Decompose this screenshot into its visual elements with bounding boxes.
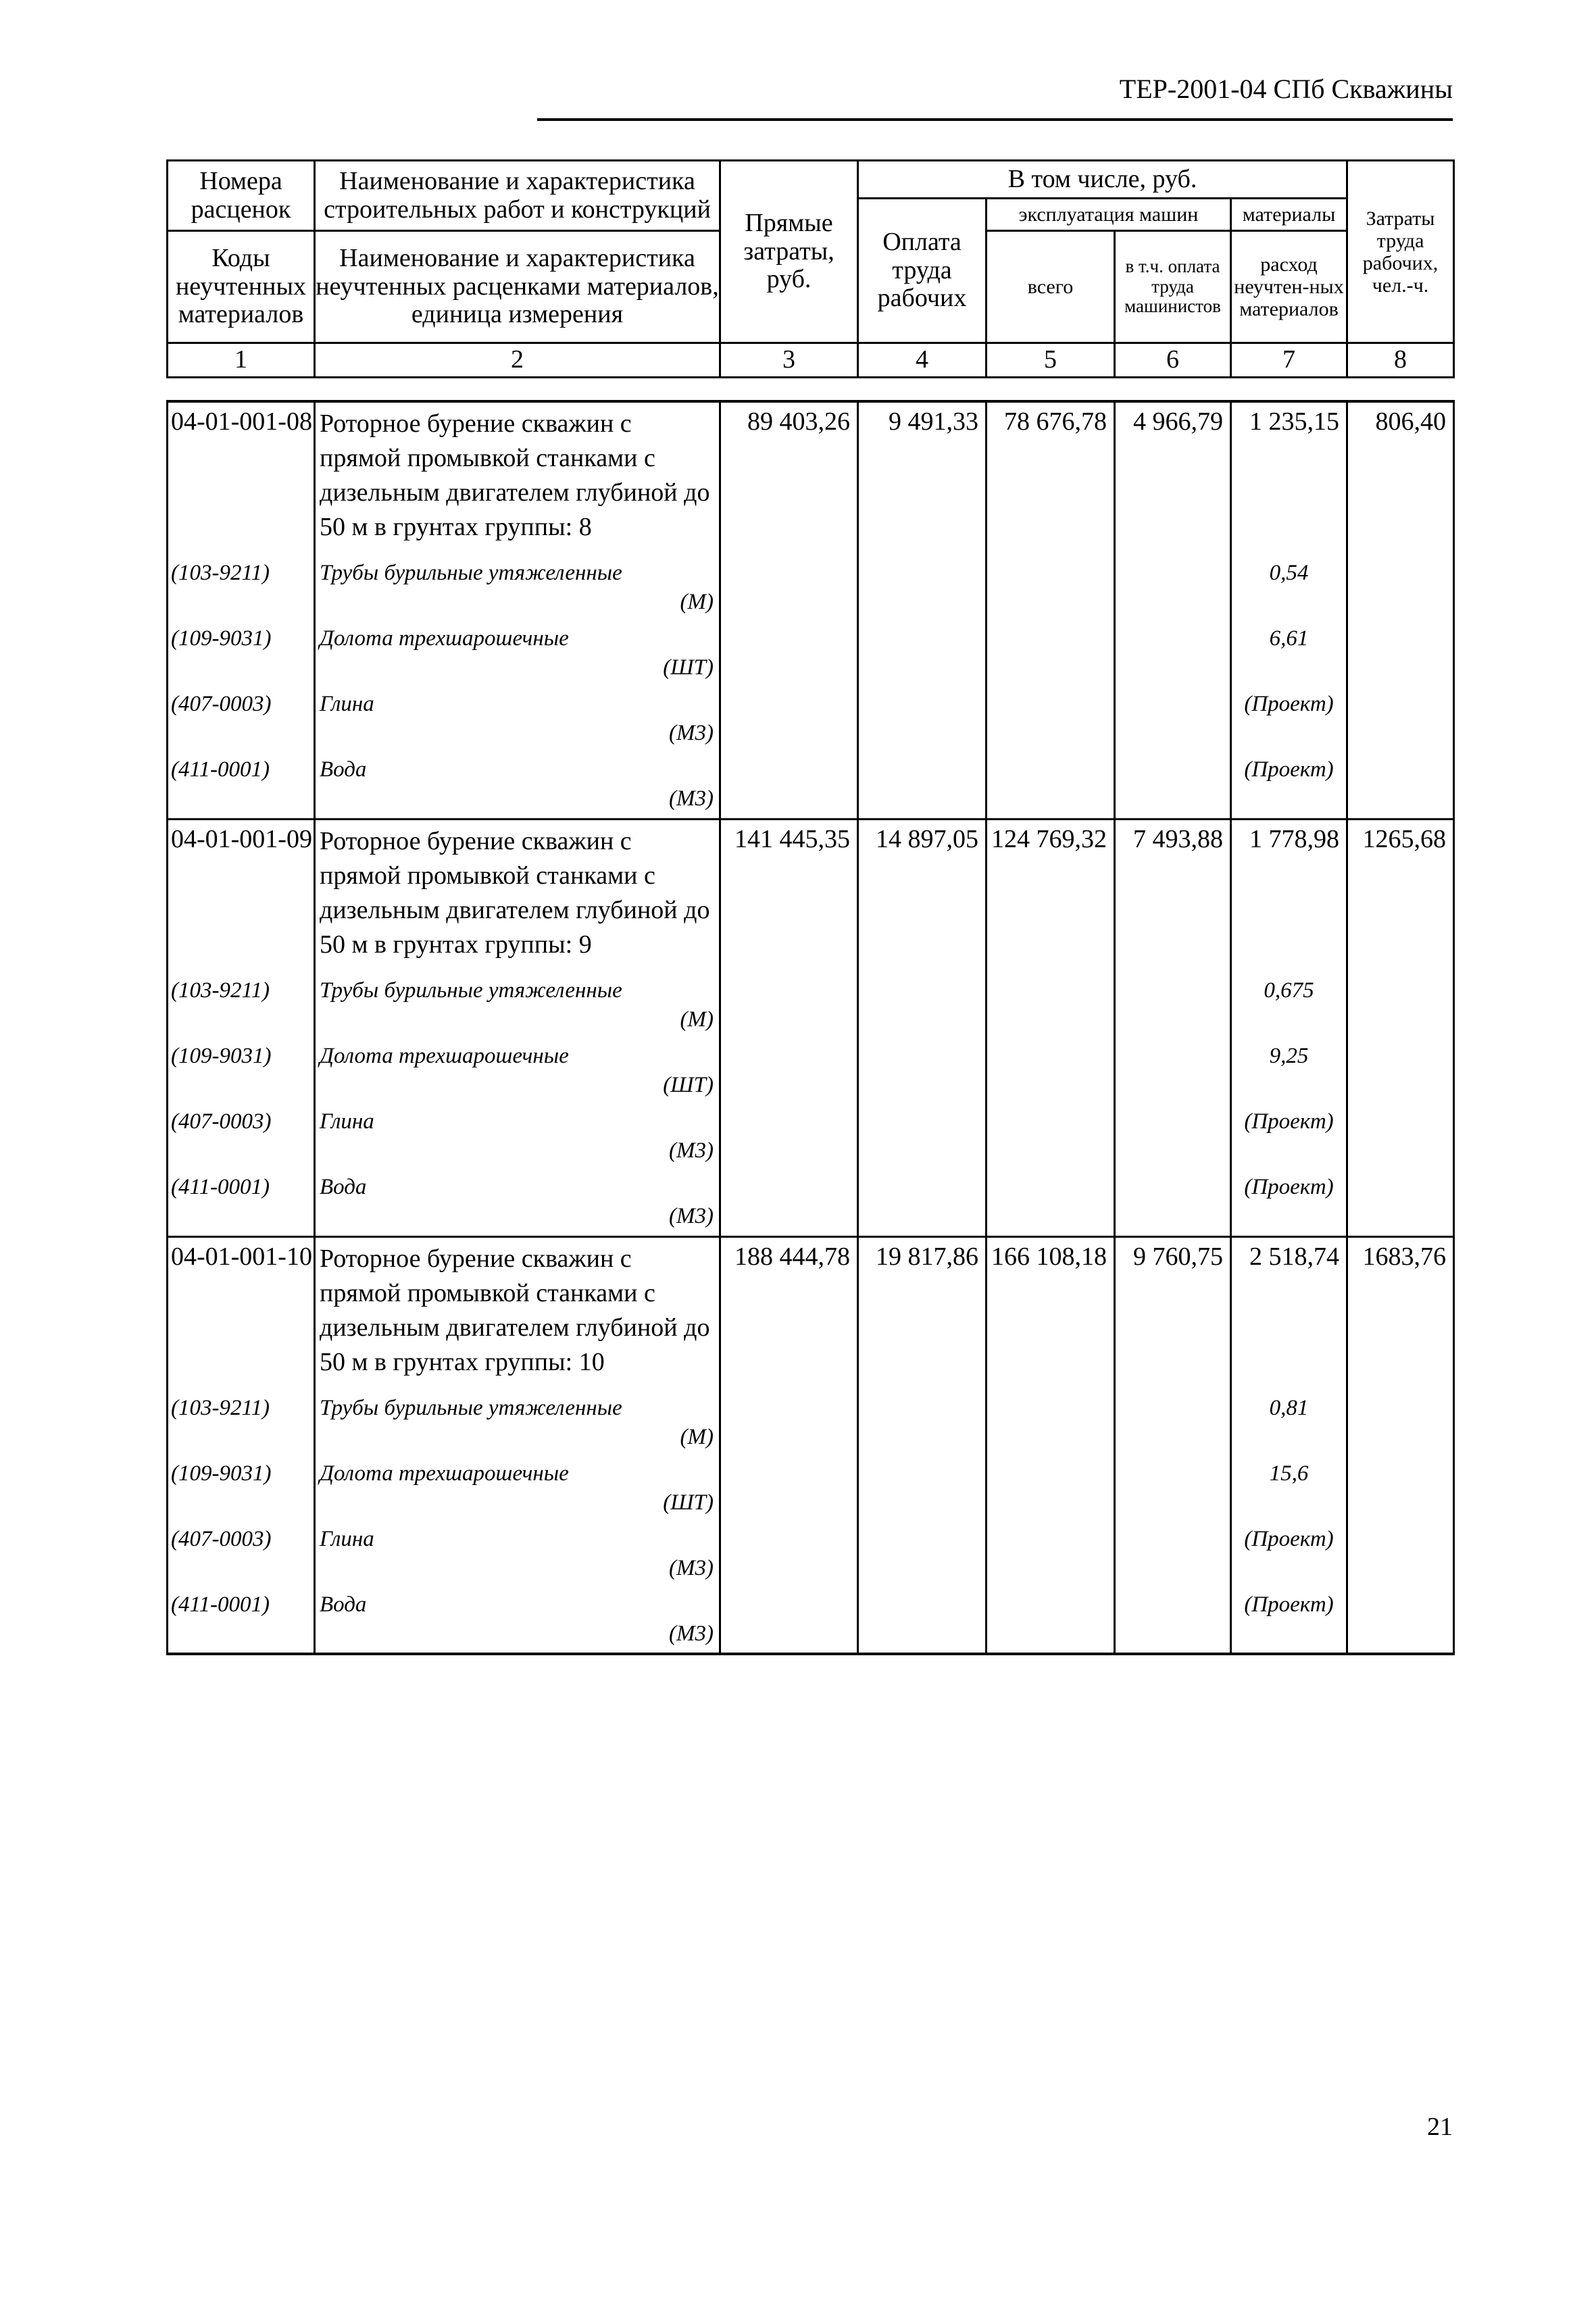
labor-hours: 1265,68 [1347, 819, 1454, 974]
material-unit: (М3) [669, 786, 714, 811]
empty-cell [1115, 688, 1231, 753]
empty-cell [720, 1457, 858, 1523]
empty-cell [1347, 622, 1454, 688]
material-name: Вода [320, 1592, 367, 1617]
material-consumption: 9,25 [1231, 1040, 1347, 1105]
material-row [168, 1588, 1454, 1654]
material-unit: (ШТ) [663, 655, 714, 680]
material-unit: (М3) [669, 1204, 714, 1228]
empty-cell [858, 1588, 987, 1654]
material-row [168, 688, 1454, 753]
empty-cell [858, 1040, 987, 1105]
header-group-label: В том числе, руб. [858, 161, 1347, 199]
empty-cell [987, 974, 1115, 1040]
column-number: 8 [1347, 343, 1454, 378]
header-materials-label: материалы [1231, 199, 1347, 231]
title-divider [537, 118, 1453, 121]
header-col7: расход неучтен-ных материалов [1231, 231, 1347, 343]
material-row [168, 1040, 1454, 1105]
empty-cell [1115, 1105, 1231, 1171]
table-row [168, 819, 1454, 974]
empty-cell [1115, 974, 1231, 1040]
rate-code: 04-01-001-09 [168, 819, 315, 974]
material-unit: (ШТ) [663, 1490, 714, 1515]
header-col1-top: Номера расценок [168, 161, 315, 231]
empty-cell [987, 688, 1115, 753]
material-consumption: (Проект) [1231, 753, 1347, 819]
empty-cell [1115, 1040, 1231, 1105]
empty-cell [987, 557, 1115, 622]
empty-cell [1347, 1523, 1454, 1588]
rate-code: 04-01-001-10 [168, 1236, 315, 1392]
material-consumption: (Проект) [1231, 1588, 1347, 1654]
empty-cell [858, 1105, 987, 1171]
header-col4: Оплата труда рабочих [858, 199, 987, 343]
empty-cell [987, 622, 1115, 688]
empty-cell [987, 1523, 1115, 1588]
header-col1-bottom: Коды неучтенных материалов [168, 231, 315, 343]
column-number: 1 [168, 343, 315, 378]
empty-cell [720, 1588, 858, 1654]
empty-cell [720, 557, 858, 622]
empty-cell [1347, 1457, 1454, 1523]
rate-name: Роторное бурение скважин с прямой промывкой станками с дизельным двигателем глубиной до 50 м в грунтах группы: 9 [315, 819, 720, 974]
material-code: (109-9031) [168, 1457, 315, 1523]
material-name-cell [315, 1105, 720, 1171]
material-name: Глина [320, 1527, 374, 1551]
table-header [166, 159, 1455, 378]
header-col6: в т.ч. оплата труда машинистов [1115, 231, 1231, 343]
empty-cell [987, 1457, 1115, 1523]
material-consumption: (Проект) [1231, 1171, 1347, 1236]
material-name: Долота трехшарошечные [320, 1461, 569, 1486]
empty-cell [1115, 753, 1231, 819]
empty-cell [720, 974, 858, 1040]
material-consumption: 15,6 [1231, 1457, 1347, 1523]
empty-cell [720, 1171, 858, 1236]
material-name-cell [315, 1040, 720, 1105]
material-row [168, 974, 1454, 1040]
material-code: (407-0003) [168, 688, 315, 753]
material-consumption: 6,61 [1231, 622, 1347, 688]
material-unit: (М3) [669, 721, 714, 745]
material-name-cell [315, 688, 720, 753]
rate-code: 04-01-001-08 [168, 401, 315, 557]
empty-cell [720, 688, 858, 753]
material-code: (103-9211) [168, 1392, 315, 1457]
material-name: Долота трехшарошечные [320, 626, 569, 651]
empty-cell [987, 753, 1115, 819]
material-row [168, 1171, 1454, 1236]
material-name-cell [315, 753, 720, 819]
document-title: ТЕР-2001-04 СПб Скважины [1119, 74, 1453, 104]
direct-cost: 141 445,35 [720, 819, 858, 974]
empty-cell [1347, 974, 1454, 1040]
material-unit: (ШТ) [663, 1073, 714, 1097]
page-number: 21 [1427, 2113, 1453, 2141]
header-col2-top: Наименование и характеристика строительных работ и конструкций [315, 161, 720, 231]
empty-cell [1347, 688, 1454, 753]
empty-cell [1115, 1523, 1231, 1588]
material-row [168, 753, 1454, 819]
material-consumption: 0,675 [1231, 974, 1347, 1040]
material-unit: (М3) [669, 1556, 714, 1580]
empty-cell [858, 753, 987, 819]
material-name-cell [315, 1523, 720, 1588]
column-number: 3 [720, 343, 858, 378]
material-code: (109-9031) [168, 622, 315, 688]
machines-total: 166 108,18 [987, 1236, 1115, 1392]
column-number: 7 [1231, 343, 1347, 378]
material-code: (109-9031) [168, 1040, 315, 1105]
material-code: (407-0003) [168, 1523, 315, 1588]
machinist-pay: 9 760,75 [1115, 1236, 1231, 1392]
empty-cell [1115, 622, 1231, 688]
material-code: (411-0001) [168, 1588, 315, 1654]
material-name: Трубы бурильные утяжеленные [320, 561, 622, 585]
material-code: (411-0001) [168, 753, 315, 819]
header-col2-bottom: Наименование и характеристика неучтенных расценками материалов, единица измерения [315, 231, 720, 343]
empty-cell [858, 688, 987, 753]
empty-cell [987, 1171, 1115, 1236]
rates-table-body [168, 401, 1454, 1654]
material-row [168, 1523, 1454, 1588]
rates-table [166, 400, 1455, 1655]
labor-pay: 19 817,86 [858, 1236, 987, 1392]
header-col8: Затраты труда рабочих, чел.-ч. [1347, 161, 1454, 343]
empty-cell [720, 1392, 858, 1457]
material-code: (411-0001) [168, 1171, 315, 1236]
machinist-pay: 4 966,79 [1115, 401, 1231, 557]
empty-cell [858, 974, 987, 1040]
empty-cell [720, 622, 858, 688]
empty-cell [720, 753, 858, 819]
material-name: Вода [320, 757, 367, 782]
empty-cell [1115, 1457, 1231, 1523]
column-number: 6 [1115, 343, 1231, 378]
direct-cost: 89 403,26 [720, 401, 858, 557]
material-name: Вода [320, 1175, 367, 1199]
material-name-cell [315, 557, 720, 622]
empty-cell [987, 1392, 1115, 1457]
empty-cell [858, 1171, 987, 1236]
material-name: Глина [320, 692, 374, 716]
labor-hours: 806,40 [1347, 401, 1454, 557]
material-name-cell [315, 622, 720, 688]
material-code: (103-9211) [168, 557, 315, 622]
column-number: 5 [987, 343, 1115, 378]
column-number: 2 [315, 343, 720, 378]
labor-pay: 9 491,33 [858, 401, 987, 557]
empty-cell [1115, 1392, 1231, 1457]
material-name: Трубы бурильные утяжеленные [320, 978, 622, 1003]
machines-total: 78 676,78 [987, 401, 1115, 557]
material-consumption: (Проект) [1231, 1105, 1347, 1171]
direct-cost: 188 444,78 [720, 1236, 858, 1392]
material-name: Долота трехшарошечные [320, 1044, 569, 1068]
rate-name: Роторное бурение скважин с прямой промывкой станками с дизельным двигателем глубиной до 50 м в грунтах группы: 8 [315, 401, 720, 557]
materials-cost: 1 235,15 [1231, 401, 1347, 557]
material-name-cell [315, 1392, 720, 1457]
empty-cell [720, 1523, 858, 1588]
material-unit: (М3) [669, 1621, 714, 1646]
empty-cell [858, 557, 987, 622]
table-row [168, 401, 1454, 557]
empty-cell [1347, 1392, 1454, 1457]
material-name: Глина [320, 1109, 374, 1134]
material-unit: (М3) [669, 1138, 714, 1163]
material-consumption: (Проект) [1231, 1523, 1347, 1588]
material-unit: (М) [680, 590, 714, 614]
empty-cell [720, 1040, 858, 1105]
material-consumption: 0,81 [1231, 1392, 1347, 1457]
material-consumption: 0,54 [1231, 557, 1347, 622]
material-name-cell [315, 974, 720, 1040]
material-name-cell [315, 1588, 720, 1654]
material-row [168, 557, 1454, 622]
machines-total: 124 769,32 [987, 819, 1115, 974]
empty-cell [1347, 557, 1454, 622]
labor-pay: 14 897,05 [858, 819, 987, 974]
empty-cell [720, 1105, 858, 1171]
material-row [168, 1392, 1454, 1457]
empty-cell [1347, 1171, 1454, 1236]
material-code: (407-0003) [168, 1105, 315, 1171]
table-row [168, 1236, 1454, 1392]
material-row [168, 1457, 1454, 1523]
column-number: 4 [858, 343, 987, 378]
empty-cell [987, 1588, 1115, 1654]
labor-hours: 1683,76 [1347, 1236, 1454, 1392]
material-unit: (М) [680, 1425, 714, 1449]
empty-cell [987, 1040, 1115, 1105]
empty-cell [987, 1105, 1115, 1171]
empty-cell [858, 622, 987, 688]
header-machines-label: эксплуатация машин [987, 199, 1231, 231]
material-code: (103-9211) [168, 974, 315, 1040]
empty-cell [1115, 1171, 1231, 1236]
empty-cell [1347, 1588, 1454, 1654]
material-unit: (М) [680, 1007, 714, 1032]
material-row [168, 622, 1454, 688]
empty-cell [858, 1457, 987, 1523]
header-col3: Прямые затраты, руб. [720, 161, 858, 343]
materials-cost: 2 518,74 [1231, 1236, 1347, 1392]
empty-cell [1347, 1040, 1454, 1105]
empty-cell [1115, 1588, 1231, 1654]
material-name-cell [315, 1457, 720, 1523]
material-consumption: (Проект) [1231, 688, 1347, 753]
material-name: Трубы бурильные утяжеленные [320, 1396, 622, 1420]
rate-name: Роторное бурение скважин с прямой промывкой станками с дизельным двигателем глубиной до 50 м в грунтах группы: 10 [315, 1236, 720, 1392]
materials-cost: 1 778,98 [1231, 819, 1347, 974]
empty-cell [1347, 753, 1454, 819]
empty-cell [1115, 557, 1231, 622]
machinist-pay: 7 493,88 [1115, 819, 1231, 974]
empty-cell [858, 1392, 987, 1457]
empty-cell [1347, 1105, 1454, 1171]
header-col5: всего [987, 231, 1115, 343]
material-row [168, 1105, 1454, 1171]
empty-cell [858, 1523, 987, 1588]
material-name-cell [315, 1171, 720, 1236]
